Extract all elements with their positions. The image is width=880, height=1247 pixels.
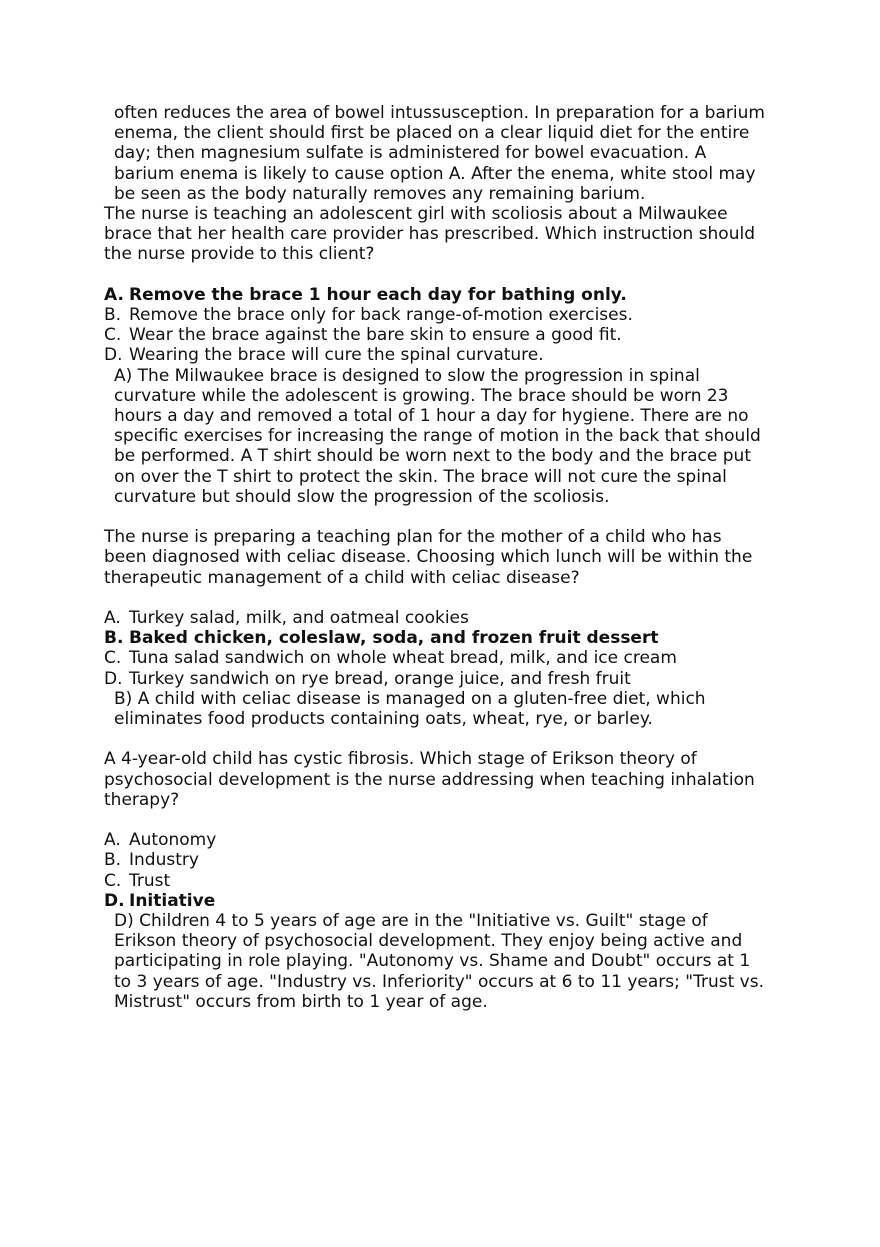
option-text: Wearing the brace will cure the spinal curvature.	[129, 345, 544, 366]
rationale-line: A) The Milwaukee brace is designed to slow the progression in spinal	[114, 365, 700, 386]
option-text: Initiative	[129, 890, 216, 911]
option-letter: A.	[104, 608, 121, 629]
option-text: Turkey sandwich on rye bread, orange juice, and fresh fruit	[129, 668, 631, 689]
question-stem	[104, 527, 794, 588]
rationale-line: specific exercises for increasing the range of motion in the back that should	[114, 426, 761, 447]
rationale-line: Erikson theory of psychosocial development. They enjoy being active and	[114, 931, 743, 952]
option-letter: D.	[104, 668, 123, 689]
rationale-line: participating in role playing. "Autonomy vs. Shame and Doubt" occurs at 1	[114, 951, 751, 972]
option-text: Tuna salad sandwich on whole wheat bread, milk, and ice cream	[129, 648, 677, 669]
option-b	[104, 850, 794, 870]
option-text: Baked chicken, coleslaw, soda, and frozen fruit dessert	[129, 628, 659, 649]
question-block-1	[104, 204, 794, 507]
option-b	[104, 305, 794, 325]
option-a	[104, 830, 794, 850]
question-stem	[104, 749, 794, 810]
document-content	[104, 103, 794, 1012]
option-a-correct	[104, 285, 794, 305]
rationale-line: curvature but should slow the progression of the scoliosis.	[114, 486, 610, 507]
question-block-3	[104, 749, 794, 1012]
option-letter: B.	[104, 305, 122, 326]
stem-line: A 4-year-old child has cystic fibrosis. Which stage of Erikson theory of	[104, 749, 697, 770]
answer-rationale	[104, 911, 794, 1012]
option-letter: D.	[104, 345, 123, 366]
rationale-line: on over the T shirt to protect the skin. The brace will not cure the spinal	[114, 466, 727, 487]
option-a	[104, 608, 794, 628]
option-text: Remove the brace only for back range-of-motion exercises.	[129, 305, 633, 326]
option-letter: C.	[104, 325, 122, 346]
stem-line: psychosocial development is the nurse addressing when teaching inhalation	[104, 769, 755, 790]
rationale-line: D) Children 4 to 5 years of age are in the "Initiative vs. Guilt" stage of	[114, 911, 708, 932]
rationale-line: to 3 years of age. "Industry vs. Inferiority" occurs at 6 to 11 years; "Trust vs.	[114, 971, 764, 992]
option-text: Wear the brace against the bare skin to ensure a good fit.	[129, 325, 622, 346]
rationale-line: curvature while the adolescent is growing. The brace should be worn 23	[114, 385, 729, 406]
rationale-line: barium enema is likely to cause option A. After the enema, white stool may	[114, 163, 756, 184]
rationale-line: Mistrust" occurs from birth to 1 year of age.	[114, 991, 488, 1012]
rationale-line: be performed. A T shirt should be worn next to the body and the brace put	[114, 446, 751, 467]
option-text: Industry	[129, 850, 199, 871]
option-text: Turkey salad, milk, and oatmeal cookies	[129, 608, 469, 629]
stem-line: The nurse is preparing a teaching plan for the mother of a child who has	[104, 527, 722, 548]
option-d-correct	[104, 891, 794, 911]
rationale-line: eliminates food products containing oats, wheat, rye, or barley.	[114, 709, 653, 730]
question-block-2	[104, 527, 794, 729]
option-letter: B.	[104, 850, 122, 871]
option-text: Trust	[129, 870, 171, 891]
option-c	[104, 325, 794, 345]
rationale-line: hours a day and removed a total of 1 hour a day for hygiene. There are no	[114, 406, 749, 427]
stem-line: been diagnosed with celiac disease. Choosing which lunch will be within the	[104, 547, 753, 568]
option-text: Remove the brace 1 hour each day for bathing only.	[129, 284, 627, 305]
intro-rationale	[104, 103, 794, 204]
option-letter: D.	[104, 890, 125, 911]
answer-rationale	[104, 366, 794, 507]
option-d	[104, 669, 794, 689]
option-letter: C.	[104, 648, 122, 669]
question-stem	[104, 204, 794, 265]
option-text: Autonomy	[129, 830, 217, 851]
answer-options	[104, 285, 794, 366]
answer-options	[104, 608, 794, 689]
option-letter: A.	[104, 830, 121, 851]
rationale-line: day; then magnesium sulfate is administered for bowel evacuation. A	[114, 143, 707, 164]
option-c	[104, 871, 794, 891]
rationale-line: often reduces the area of bowel intussusception. In preparation for a barium	[114, 103, 765, 123]
option-letter: C.	[104, 870, 122, 891]
stem-line: The nurse is teaching an adolescent girl with scoliosis about a Milwaukee	[104, 204, 728, 225]
answer-options	[104, 830, 794, 911]
option-d	[104, 345, 794, 365]
rationale-line: enema, the client should first be placed on a clear liquid diet for the entire	[114, 123, 750, 144]
rationale-line: B) A child with celiac disease is managed on a gluten-free diet, which	[114, 688, 706, 709]
option-c	[104, 648, 794, 668]
stem-line: therapy?	[104, 789, 180, 810]
rationale-line: be seen as the body naturally removes any remaining barium.	[114, 183, 646, 204]
stem-line: therapeutic management of a child with celiac disease?	[104, 567, 580, 588]
stem-line: the nurse provide to this client?	[104, 244, 375, 265]
option-b-correct	[104, 628, 794, 648]
option-letter: A.	[104, 284, 124, 305]
option-letter: B.	[104, 628, 124, 649]
stem-line: brace that her health care provider has prescribed. Which instruction should	[104, 224, 755, 245]
answer-rationale	[104, 689, 794, 729]
